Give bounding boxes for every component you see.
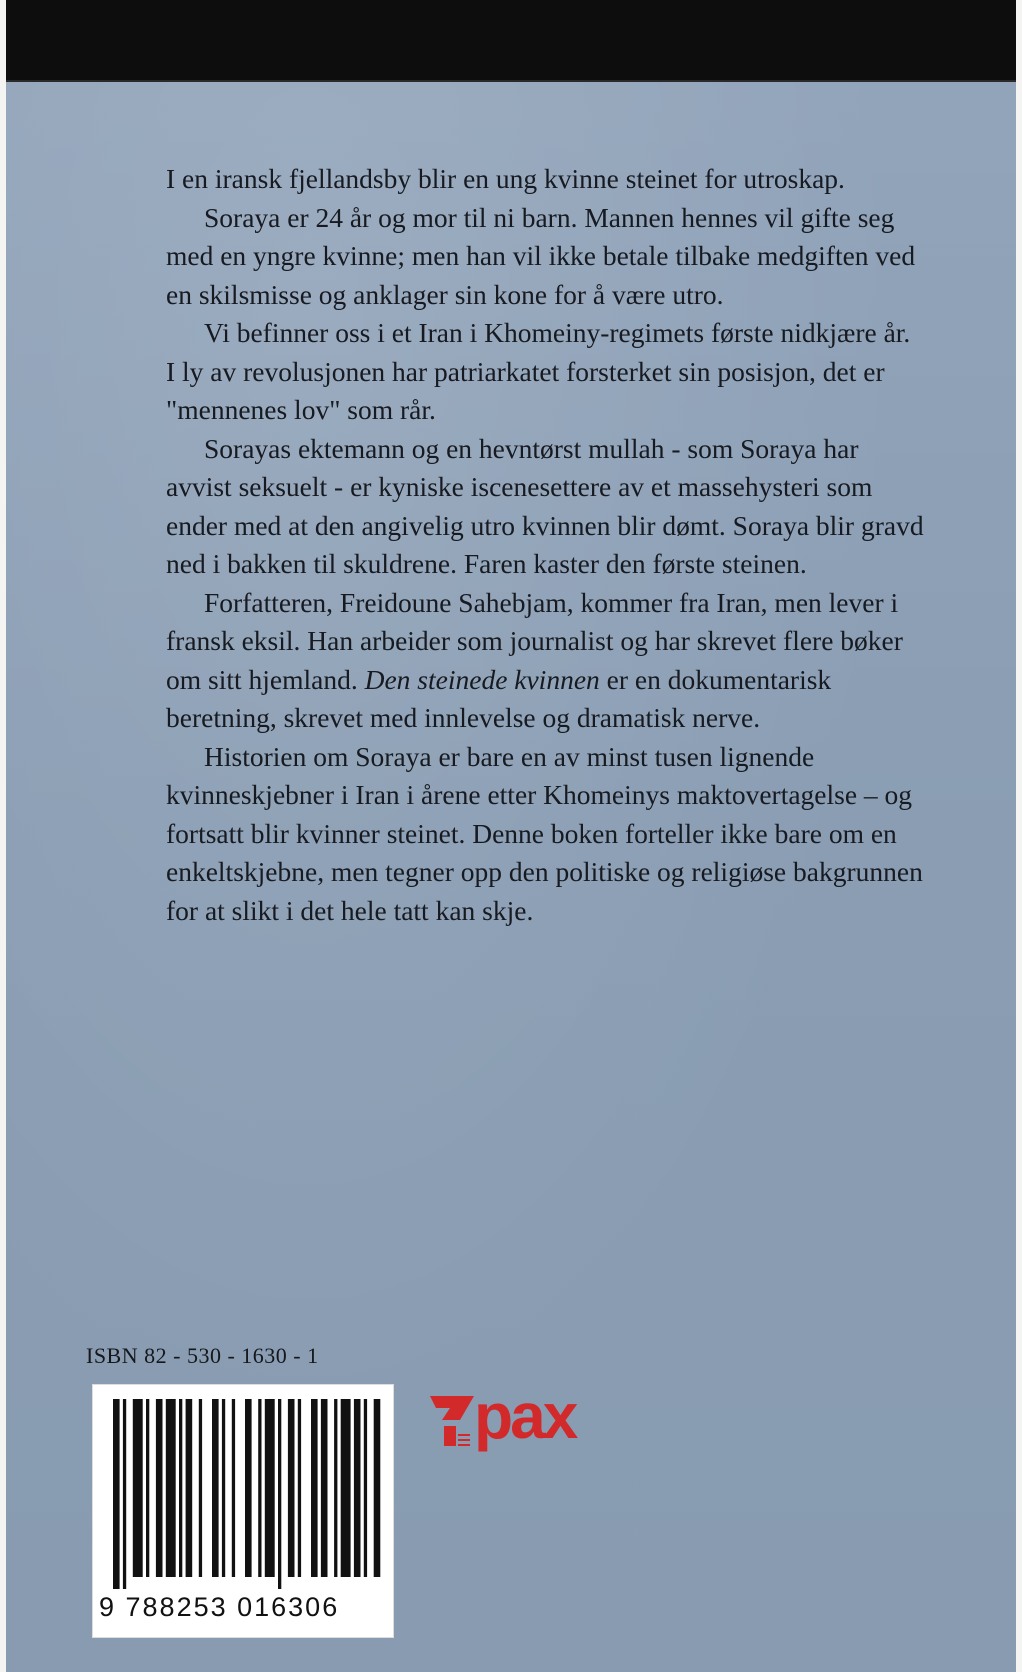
barcode-bar xyxy=(288,1399,295,1577)
barcode-bar xyxy=(354,1399,361,1577)
blurb-paragraph-author xyxy=(166,584,926,738)
barcode-bar xyxy=(146,1399,149,1577)
barcode-bar xyxy=(311,1399,318,1577)
barcode-bar xyxy=(258,1399,261,1577)
blurb-paragraph-3: Vi befinner oss i et Iran i Khomeiny-regimets første nidkjære år. I ly av revolusjonen har patriarkatet forsterket sin posisjon, det er "mennenes lov" som rår. xyxy=(166,317,911,425)
barcode-bar xyxy=(334,1399,337,1577)
author-text-after: er en dokumentarisk beretning, skrevet med innlevelse og dramatisk nerve. xyxy=(166,663,832,733)
barcode-bar xyxy=(265,1399,275,1577)
blurb-paragraph-1: I en iransk fjellandsby blir en ung kvinne steinet for utroskap. xyxy=(166,163,845,194)
barcode-bar xyxy=(179,1399,182,1577)
barcode-bar xyxy=(156,1399,163,1577)
barcode-bar xyxy=(186,1399,193,1577)
barcode-bar xyxy=(341,1399,351,1577)
logo-arrow-mark xyxy=(430,1396,474,1446)
barcode-bar xyxy=(212,1399,219,1577)
barcode xyxy=(92,1384,394,1638)
barcode-bars xyxy=(93,1385,393,1590)
barcode-bar xyxy=(123,1399,126,1589)
book-title-italic: Den steinede kvinnen xyxy=(364,663,600,695)
publisher-wordmark: pax xyxy=(474,1380,576,1452)
publisher-logo xyxy=(430,1378,630,1458)
barcode-bar xyxy=(222,1399,225,1577)
isbn-label: ISBN 82 - 530 - 1630 - 1 xyxy=(86,1343,319,1368)
barcode-bar xyxy=(298,1399,301,1577)
barcode-bar xyxy=(278,1399,281,1589)
barcode-bar xyxy=(321,1399,328,1577)
blurb-paragraph-closing: Historien om Soraya er bare en av minst tusen lignende kvinneskjebner i Iran i årene etter Khomeinys maktovertagelse – og fortsatt blir kvinner steinet. Denne boken forteller ikke bare om en enkeltskjebne, men tegner opp den politiske og religiøse bakgrunnen for at slikt i det hele tatt kan skje. xyxy=(166,740,923,926)
barcode-bar xyxy=(364,1399,367,1577)
barcode-bar xyxy=(133,1399,143,1577)
author-text-before: Forfatteren, Freidoune Sahebjam, kommer fra Iran, men lever i fransk eksil. Han arbeider som journalist og har skrevet flere bøker om sitt hjemland. xyxy=(166,586,903,695)
barcode-bar xyxy=(245,1399,252,1577)
barcode-bar xyxy=(199,1399,202,1577)
barcode-bar xyxy=(113,1399,120,1589)
barcode-number: 9 788253 016306 xyxy=(99,1592,340,1622)
blurb-text xyxy=(166,160,926,930)
barcode-bar xyxy=(232,1399,235,1577)
blurb-paragraph-2: Soraya er 24 år og mor til ni barn. Mannen hennes vil gifte seg med en yngre kvinne; men han vil ikke betale tilbake medgiften ved en skilsmisse og anklager sin kone for å være utro. xyxy=(166,201,916,310)
barcode-bar xyxy=(166,1399,176,1577)
blurb-paragraph-4: Sorayas ektemann og en hevntørst mullah - som Soraya har avvist seksuelt - er kyniske iscenesettere av et massehysteri som ender med at den angivelig utro kvinnen blir dømt. Soraya blir gravd ned i bakken til skuldrene. Faren kaster den første steinen. xyxy=(166,432,924,579)
barcode-bar xyxy=(374,1399,381,1577)
book-back-cover xyxy=(6,0,1016,1672)
top-black-band xyxy=(6,0,1016,82)
